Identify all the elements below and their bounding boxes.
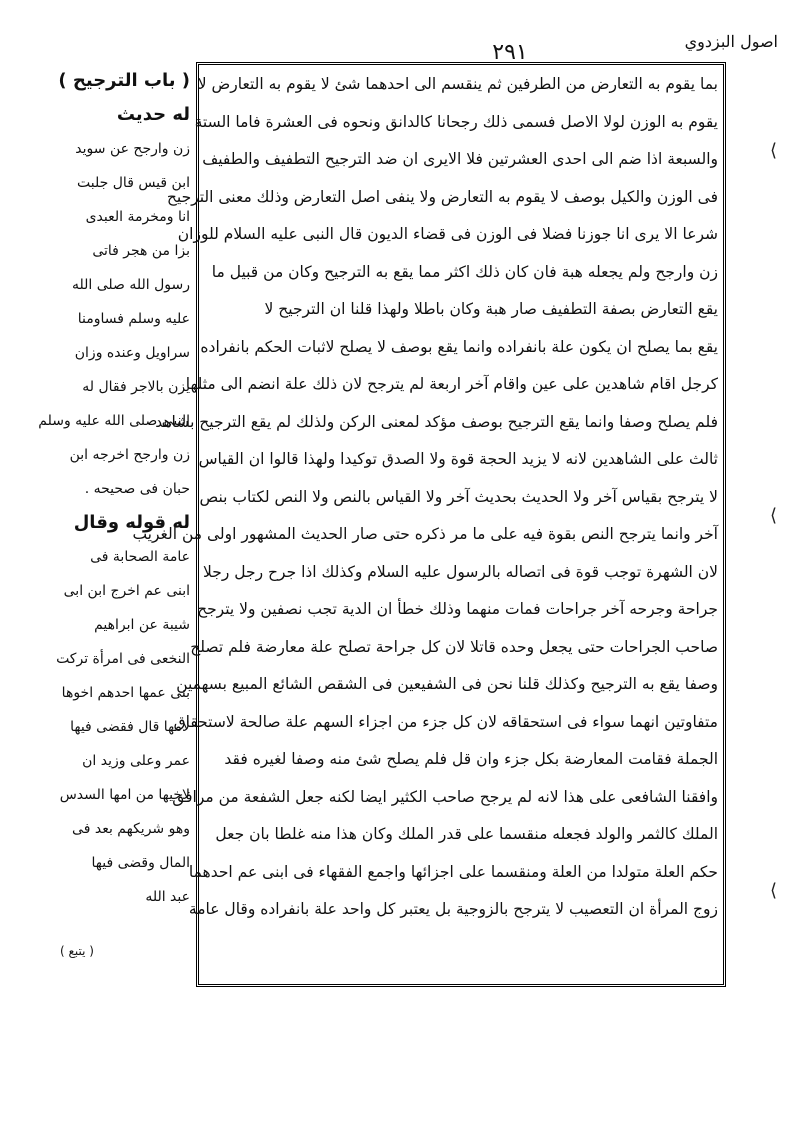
main-text-line: فلم يصلح وصفا وانما يقع الترجيح بوصف مؤكد لمعنى الركن ولذلك لم يقع الترجيح بشاهد <box>155 412 718 431</box>
sidebar-line: يزن بالاجر فقال له <box>82 379 190 395</box>
sidebar-line: رسول الله صلى الله <box>71 277 190 293</box>
sidebar-line: المال وقضى فيها <box>91 855 190 871</box>
main-text-line: والسبعة اذا ضم الى احدى العشرتين فلا الايرى ان ضد الترجيح التطفيف والطفيف <box>202 150 718 168</box>
sidebar-line: ابنى عم اخرج ابن ابى <box>63 583 190 599</box>
sidebar-line: لاخيها من امها السدس <box>59 787 190 803</box>
main-text-line: جراحة وجرحه آخر جراحات فمات منهما وذلك خطأ ان الدية تجب نصفين ولا يترجح <box>197 600 718 618</box>
main-text-line: شرعا الا يرى انا جوزنا فضلا فى الوزن فى قضاء الديون قال النبى عليه السلام للوزان <box>177 225 718 243</box>
continuation-note: ( يتبع ) <box>60 944 94 958</box>
sidebar-line: النخعى فى امرأة تركت <box>56 651 190 667</box>
main-text-line: زوج المرأة ان التعصيب لا يترجح بالزوجية بل يعتبر كل واحد علة بانفراده وقال عامة <box>188 900 718 918</box>
main-text-line: لا يترجح بقياس آخر ولا الحديث بحديث آخر ولا القياس بالنص ولا النص لكتاب بنص <box>199 487 718 506</box>
main-text-line: يقوم به الوزن لولا الاصل فسمى ذلك رجحانا كالدانق ونحوه فى العشرة فاما الستة <box>194 112 718 131</box>
sidebar-heading: ( باب الترجيح ) <box>58 70 190 91</box>
page-number: ٢٩١ <box>492 40 528 65</box>
sidebar-footnote-marker: له حديث <box>116 104 190 125</box>
sidebar-line: شيبة عن ابراهيم <box>94 617 190 633</box>
sidebar-line: زن وارجح عن سويد <box>75 141 190 157</box>
sidebar-line: حبان فى صحيحه . <box>84 481 190 497</box>
main-text-line: فى الوزن والكيل بوصف لا يقوم به التعارض ولا ينفى اصل التعارض وذلك معنى الترجيح <box>166 187 718 206</box>
main-text-line: حكم العلة متولدا من العلة ومنقسما على اجزائها واجمع الفقهاء فى ابنى عم احدهما <box>188 862 718 881</box>
main-text-line: كرجل اقام شاهدين على عين واقام آخر اربعة لم يترجح لان ذلك علة انضم الى مثلها <box>185 375 718 393</box>
main-text-line: متفاوتين انهما سواء فى استحقاقه لان كل جزء من اجزاء السهم علة صالحة لاستحقاق <box>173 712 718 731</box>
main-text-line: وافقنا الشافعى على هذا لانه لم يرجح صاحب الكثير ايضا لكنه جعل الشفعة من مرافق <box>172 787 718 806</box>
main-text-line: وصفا يقع به الترجيح وكذلك قلنا نحن فى الشفيعين فى الشقص الشائع المبيع بسهمين <box>176 675 718 693</box>
sidebar-line: انا ومخرمة العبدى <box>85 209 190 225</box>
main-text-line: يقع بما يصلح ان يكون علة بانفراده وانما يقع بوصف لا يصلح لاثبات الحكم بانفراده <box>200 337 718 356</box>
sidebar-footnote-marker: له قوله وقال <box>73 512 190 533</box>
main-text-line: آخر وانما يترجح النص بقوة فيه على ما مر ذكره حتى صار الحديث المشهور اولى من الغريب <box>132 525 718 543</box>
sidebar-line: النبى صلى الله عليه وسلم <box>38 413 190 429</box>
footnote-sidebar <box>40 64 190 984</box>
sidebar-line: ابن قيس قال جلبت <box>77 175 190 191</box>
sidebar-line: زن وارجح اخرجه ابن <box>69 447 190 463</box>
sidebar-line: عبد الله <box>145 889 190 905</box>
sidebar-line: عامة الصحابة فى <box>90 549 190 565</box>
main-text-line: الجملة فقامت المعارضة بكل جزء وان قل فلم يصلح شئ منه وصفا لغيره فقد <box>224 750 718 768</box>
margin-bracket-mark: ⟨ <box>770 505 778 526</box>
sidebar-line: بزا من هجر فاتى <box>92 243 190 259</box>
sidebar-line: سراويل وعنده وزان <box>74 345 190 361</box>
margin-bracket-mark: ⟨ <box>770 140 778 161</box>
main-text-line: بما يقوم به التعارض من الطرفين ثم ينقسم الى احدهما شئ لا يقوم به التعارض لا <box>197 75 718 93</box>
sidebar-line: لامها قال فقضى فيها <box>70 719 190 735</box>
main-text-line: ثالث على الشاهدين لانه لا يزيد الحجة قوة ولا الصدق توكيدا ولهذا قالوا ان القياس <box>198 450 718 468</box>
main-text-line: صاحب الجراحات حتى يجعل وحده قاتلا لان كل جراحة تصلح علة معارضة فلم تصلح <box>190 637 718 656</box>
main-text-line: يقع التعارض بصفة التطفيف صار هبة وكان باطلا ولهذا قلنا ان الترجيح لا <box>264 300 718 318</box>
sidebar-line: عمر وعلى وزيد ان <box>82 753 190 769</box>
sidebar-line: عليه وسلم فساومنا <box>77 311 190 327</box>
margin-bracket-mark: ⟨ <box>770 880 778 901</box>
main-text-line: لان الشهرة توجب قوة فى اتصاله بالرسول عليه السلام وكذلك اذا جرح رجل رجلا <box>203 562 718 581</box>
sidebar-line: وهو شريكهم بعد فى <box>72 821 190 837</box>
running-title: اصول البزدوي <box>684 32 778 51</box>
main-text-line: الملك كالثمر والولد فجعله منقسما على قدر الملك وكان هذا منه غلطا بان جعل <box>215 825 718 843</box>
main-text-line: زن وارجح ولم يجعله هبة فان كان ذلك اكثر مما يقع به الترجيح وكان من قبيل ما <box>211 262 718 281</box>
sidebar-line: بنى عمها احدهم اخوها <box>61 685 190 701</box>
